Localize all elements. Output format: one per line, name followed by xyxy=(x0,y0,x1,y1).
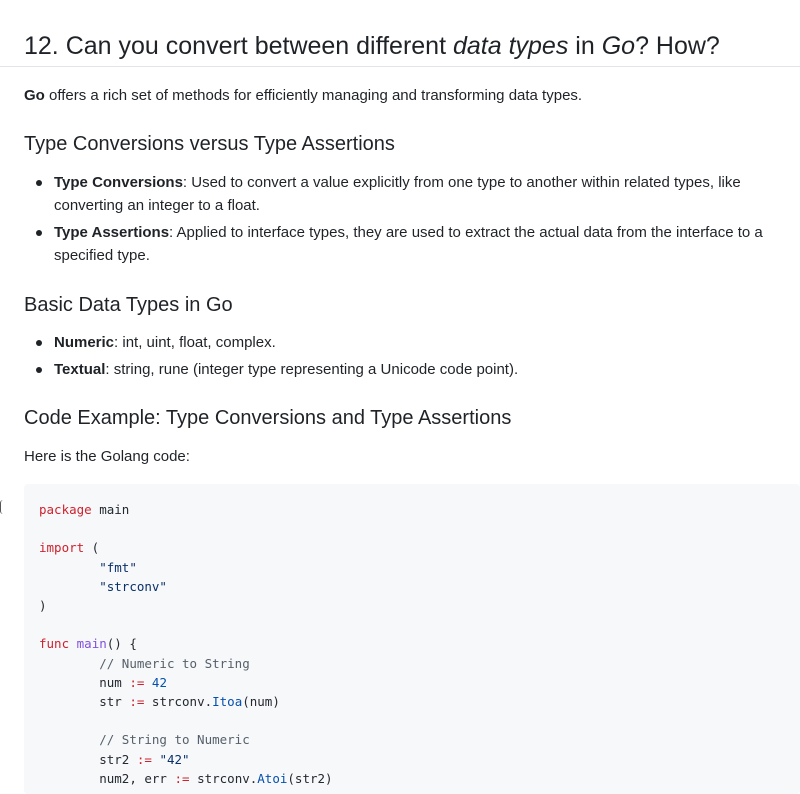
question-heading: 12. Can you convert between different data types in Go? How? xyxy=(24,32,720,60)
conversions-assertions-list xyxy=(24,171,794,271)
basic-types-list xyxy=(24,331,794,385)
code-intro-text: Here is the Golang code: xyxy=(24,448,190,465)
intro-paragraph: Go offers a rich set of methods for efficiently managing and transforming data types. xyxy=(24,87,583,104)
list-item: Textual: string, rune (integer type representing a Unicode code point). xyxy=(24,358,794,381)
section-title-basic-types: Basic Data Types in Go xyxy=(24,294,233,316)
list-item: Type Assertions: Applied to interface types, they are used to extract the actual data from the interface to a specified type. xyxy=(24,221,794,267)
heading-divider xyxy=(0,66,800,67)
list-item: Type Conversions: Used to convert a value explicitly from one type to another within related types, like converting an integer to a float. xyxy=(24,171,794,217)
code-block[interactable] xyxy=(24,484,800,794)
scroll-edge-marker xyxy=(0,500,4,514)
section-title-code-example: Code Example: Type Conversions and Type Assertions xyxy=(24,407,512,429)
list-item: Numeric: int, uint, float, complex. xyxy=(24,331,794,354)
section-title-conversions-vs-assertions: Type Conversions versus Type Assertions xyxy=(24,133,395,155)
code-text: package main import ( "fmt" "strconv" ) func main() { // Numeric to String num := 42 str := strconv.Itoa(num) // String to Numeric str2 := "42" num2, err := strconv.Atoi(str2) xyxy=(39,502,333,786)
